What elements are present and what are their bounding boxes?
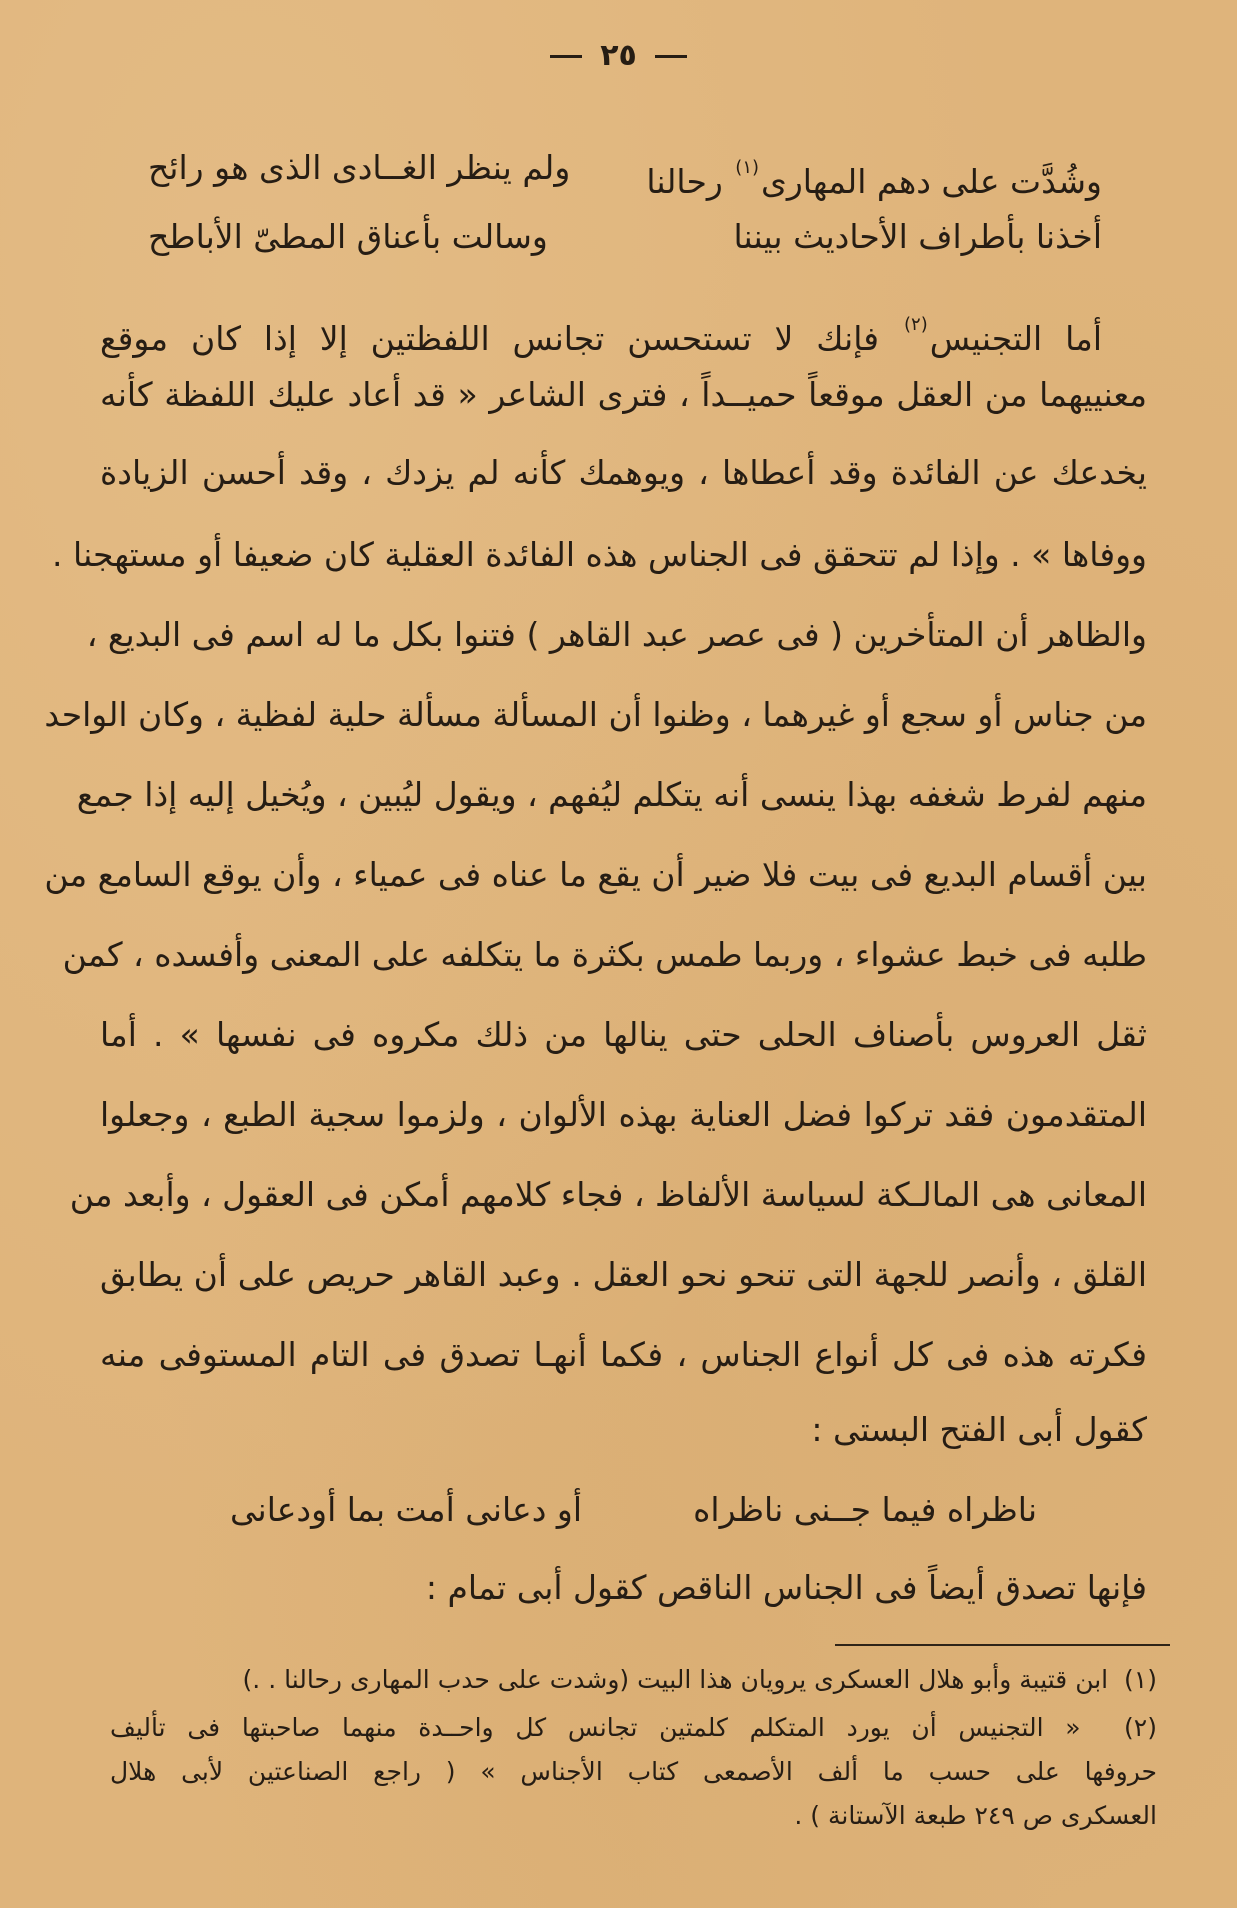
footnote-1 <box>110 1660 1157 1700</box>
footnote-2 <box>110 1708 1157 1748</box>
text-segment: فإنك لا تستحسن تجانس اللفظتين إلا إذا كان موقع <box>100 319 880 358</box>
verse-1-hemistich-left: ولم ينظر الغــادى الذى هو رائح <box>148 148 571 187</box>
text-line: كقول أبى الفتح البستى : <box>811 1410 1147 1449</box>
page-number-dash-left <box>550 55 582 58</box>
text-line <box>100 300 1102 364</box>
verse-3-hemistich-right: ناظراه فيما جــنى ناظراه <box>693 1490 1037 1529</box>
text-line: المتقدمون فقد تركوا فضل العناية بهذه الألوان ، ولزموا سجية الطبع ، وجعلوا <box>100 1095 1147 1134</box>
text-line: فكرته هذه فى كل أنواع الجناس ، فكما أنهـا تصدق فى التام المستوفى منه <box>100 1335 1147 1374</box>
footnote-ref-1[interactable]: (١) <box>735 157 760 178</box>
closing-line: فإنها تصدق أيضاً فى الجناس الناقص كقول أبى تمام : <box>425 1568 1147 1607</box>
footnote-text: « التجنيس أن يورد المتكلم كلمتين تجانس كل واحــدة منهما صاحبتها فى تأليف <box>110 1713 1081 1742</box>
page-number-value: ٢٥ <box>600 38 637 73</box>
footnote-ref-2[interactable]: (٢) <box>903 314 928 335</box>
verse-2-hemistich-left: وسالت بأعناق المطىّ الأباطح <box>148 217 548 256</box>
text-line: ووفاها » . وإذا لم تتحقق فى الجناس هذه الفائدة العقلية كان ضعيفا أو مستهجنا . <box>52 535 1147 574</box>
footnote-text: ابن قتيبة وأبو هلال العسكرى يرويان هذا البيت (وشدت على حدب المهارى رحالنا . .) <box>242 1665 1109 1694</box>
text-line: القلق ، وأنصر للجهة التى تنحو نحو العقل . وعبد القاهر حريص على أن يطابق <box>100 1255 1147 1294</box>
verse-3-hemistich-left: أو دعانى أمت بما أودعانى <box>230 1490 582 1529</box>
footnote-marker: (٢) <box>1124 1713 1157 1742</box>
footnote-text-line: حروفها على حسب ما ألف الأصمعى كتاب الأجناس » ( راجع الصناعتين لأبى هلال <box>110 1757 1157 1786</box>
footnote-text-line: العسكرى ص ٢٤٩ طبعة الآستانة ) . <box>794 1801 1157 1830</box>
page-number-dash-right <box>655 55 687 58</box>
text-line: معنييهما من العقل موقعاً حميــداً ، فترى الشاعر « قد أعاد عليك اللفظة كأنه <box>100 375 1147 414</box>
verse-text: رحالنا <box>646 162 723 201</box>
text-line: ثقل العروس بأصناف الحلى حتى ينالها من ذلك مكروه فى نفسها » . أما <box>100 1015 1147 1054</box>
footnote-separator <box>835 1644 1170 1646</box>
text-segment: أما التجنيس <box>929 319 1102 358</box>
text-line: منهم لفرط شغفه بهذا ينسى أنه يتكلم ليُفهم ، ويقول ليُبين ، ويُخيل إليه إذا جمع <box>76 775 1147 814</box>
footnote-marker: (١) <box>1124 1665 1157 1694</box>
verse-1-hemistich-right <box>646 143 1102 207</box>
text-line: يخدعك عن الفائدة وقد أعطاها ، ويوهمك كأنه لم يزدك ، وقد أحسن الزيادة <box>100 453 1147 492</box>
text-line: بين أقسام البديع فى بيت فلا ضير أن يقع ما عناه فى عمياء ، وأن يوقع السامع من <box>44 855 1147 894</box>
verse-2-hemistich-right: أخذنا بأطراف الأحاديث بيننا <box>733 217 1102 256</box>
text-line: والظاهر أن المتأخرين ( فى عصر عبد القاهر ) فتنوا بكل ما له اسم فى البديع ، <box>86 615 1147 654</box>
page-number <box>0 38 1237 73</box>
verse-text: وشُدَّت على دهم المهارى <box>761 162 1102 201</box>
text-line: طلبه فى خبط عشواء ، وربما طمس بكثرة ما يتكلفه على المعنى وأفسده ، كمن <box>62 935 1147 974</box>
text-line: المعانى هى المالـكة لسياسة الألفاظ ، فجاء كلامهم أمكن فى العقول ، وأبعد من <box>69 1175 1147 1214</box>
text-line: من جناس أو سجع أو غيرهما ، وظنوا أن المسألة مسألة حلية لفظية ، وكان الواحد <box>44 695 1147 734</box>
